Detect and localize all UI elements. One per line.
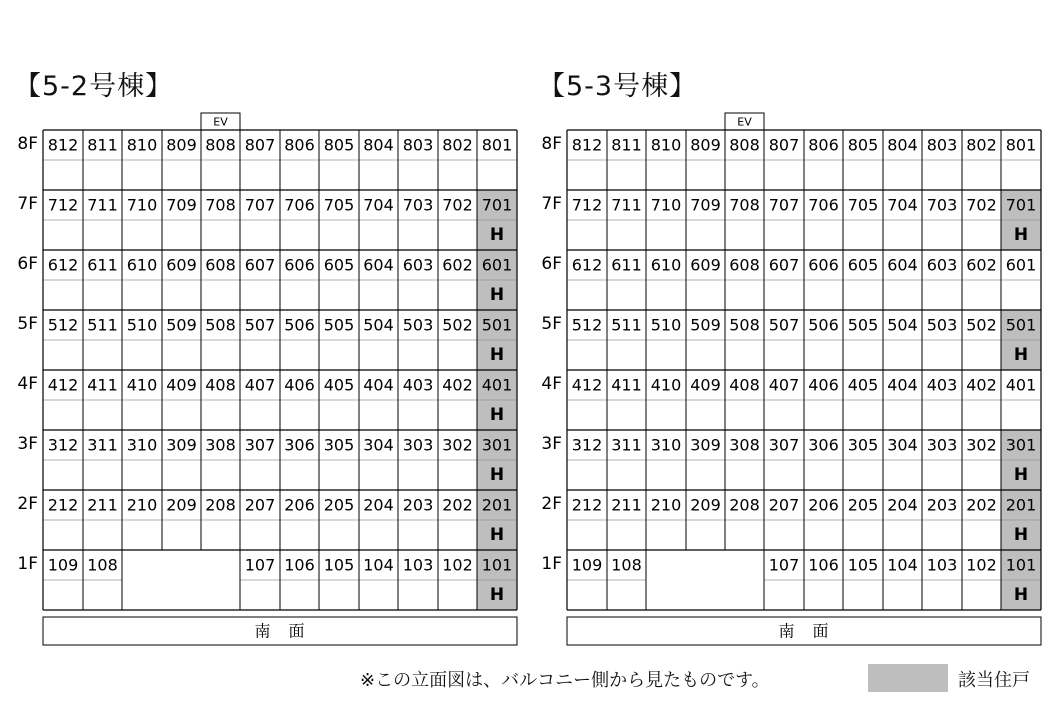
- floor-label: 1F: [17, 554, 38, 574]
- unit-number: 605: [323, 255, 355, 275]
- unit-number: 609: [690, 255, 721, 275]
- unit-number: 411: [611, 375, 642, 395]
- unit-number: 509: [166, 315, 197, 335]
- unit-number: 106: [284, 555, 315, 575]
- unit-number: 803: [402, 135, 434, 155]
- unit-number: 512: [47, 315, 79, 335]
- unit-number: 307: [244, 435, 276, 455]
- unit-number: 507: [244, 315, 276, 335]
- unit-number: 702: [442, 195, 473, 215]
- unit-number: 412: [571, 375, 603, 395]
- floor-label: 4F: [17, 374, 38, 394]
- unit-number: 306: [284, 435, 315, 455]
- unit-number: 404: [363, 375, 394, 395]
- unit-number: 205: [847, 495, 879, 515]
- unit-number: 312: [571, 435, 603, 455]
- unit-number: 104: [363, 555, 394, 575]
- highlight-mark: H: [489, 585, 505, 605]
- unit-number: 604: [887, 255, 918, 275]
- unit-number: 603: [402, 255, 434, 275]
- unit-number: 710: [650, 195, 682, 215]
- unit-number: 606: [808, 255, 839, 275]
- unit-number: 511: [87, 315, 118, 335]
- unit-number: 106: [808, 555, 839, 575]
- unit-number: 805: [847, 135, 879, 155]
- unit-number: 608: [729, 255, 760, 275]
- building-title-5-3: 【5-3号棟】: [538, 71, 698, 102]
- unit-number: 702: [966, 195, 997, 215]
- unit-number: 605: [847, 255, 879, 275]
- unit-number: 109: [571, 555, 603, 575]
- unit-number: 701: [481, 195, 513, 215]
- unit-number: 610: [126, 255, 158, 275]
- unit-number: 504: [887, 315, 918, 335]
- unit-number: 807: [768, 135, 800, 155]
- floor-label: 7F: [17, 194, 38, 214]
- unit-number: 101: [481, 555, 513, 575]
- unit-number: 510: [126, 315, 158, 335]
- unit-number: 803: [926, 135, 958, 155]
- unit-number: 209: [166, 495, 197, 515]
- unit-number: 103: [402, 555, 434, 575]
- unit-number: 812: [571, 135, 603, 155]
- unit-number: 704: [363, 195, 394, 215]
- unit-number: 602: [442, 255, 473, 275]
- unit-number: 406: [808, 375, 839, 395]
- unit-number: 408: [729, 375, 760, 395]
- unit-number: 709: [166, 195, 197, 215]
- unit-number: 508: [729, 315, 760, 335]
- unit-number: 205: [323, 495, 355, 515]
- unit-number: 310: [650, 435, 682, 455]
- floor-label: 5F: [541, 314, 562, 334]
- unit-number: 105: [847, 555, 879, 575]
- unit-number: 509: [690, 315, 721, 335]
- unit-number: 202: [442, 495, 473, 515]
- south-label: 南 面: [254, 621, 306, 641]
- unit-number: 501: [1005, 315, 1037, 335]
- unit-number: 203: [926, 495, 958, 515]
- unit-number: 503: [402, 315, 434, 335]
- unit-number: 403: [926, 375, 958, 395]
- floor-label: 7F: [541, 194, 562, 214]
- highlight-mark: H: [489, 525, 505, 545]
- unit-number: 407: [244, 375, 276, 395]
- unit-number: 108: [611, 555, 642, 575]
- unit-number: 810: [126, 135, 158, 155]
- unit-number: 808: [729, 135, 760, 155]
- ev-label: EV: [737, 115, 752, 129]
- unit-number: 304: [363, 435, 394, 455]
- unit-number: 712: [571, 195, 603, 215]
- highlight-mark: H: [1013, 225, 1029, 245]
- unit-number: 703: [926, 195, 958, 215]
- unit-number: 611: [87, 255, 118, 275]
- unit-number: 412: [47, 375, 79, 395]
- unit-number: 711: [87, 195, 118, 215]
- unit-number: 308: [205, 435, 236, 455]
- floor-label: 8F: [541, 134, 562, 154]
- unit-number: 202: [966, 495, 997, 515]
- floor-label: 3F: [17, 434, 38, 454]
- unit-number: 510: [650, 315, 682, 335]
- unit-number: 602: [966, 255, 997, 275]
- unit-number: 309: [166, 435, 197, 455]
- unit-number: 802: [966, 135, 997, 155]
- unit-number: 810: [650, 135, 682, 155]
- unit-number: 807: [244, 135, 276, 155]
- unit-number: 505: [323, 315, 355, 335]
- unit-number: 207: [244, 495, 276, 515]
- unit-number: 512: [571, 315, 603, 335]
- unit-number: 610: [650, 255, 682, 275]
- highlight-mark: H: [489, 225, 505, 245]
- unit-number: 203: [402, 495, 434, 515]
- unit-number: 206: [284, 495, 315, 515]
- unit-number: 201: [481, 495, 513, 515]
- unit-number: 405: [323, 375, 355, 395]
- unit-number: 211: [87, 495, 118, 515]
- unit-number: 705: [323, 195, 355, 215]
- highlight-mark: H: [489, 405, 505, 425]
- floor-label: 8F: [17, 134, 38, 154]
- unit-number: 710: [126, 195, 158, 215]
- unit-number: 601: [481, 255, 513, 275]
- unit-number: 101: [1005, 555, 1037, 575]
- unit-number: 303: [402, 435, 434, 455]
- unit-number: 804: [363, 135, 394, 155]
- unit-number: 309: [690, 435, 721, 455]
- unit-number: 306: [808, 435, 839, 455]
- unit-number: 812: [47, 135, 79, 155]
- highlight-mark: H: [489, 345, 505, 365]
- unit-number: 506: [808, 315, 839, 335]
- unit-number: 808: [205, 135, 236, 155]
- unit-number: 401: [481, 375, 513, 395]
- unit-number: 809: [690, 135, 721, 155]
- unit-number: 210: [650, 495, 682, 515]
- unit-number: 107: [244, 555, 276, 575]
- unit-number: 102: [442, 555, 473, 575]
- unit-number: 411: [87, 375, 118, 395]
- unit-number: 103: [926, 555, 958, 575]
- unit-number: 210: [126, 495, 158, 515]
- unit-number: 804: [887, 135, 918, 155]
- unit-number: 511: [611, 315, 642, 335]
- unit-number: 404: [887, 375, 918, 395]
- unit-number: 108: [87, 555, 118, 575]
- unit-number: 701: [1005, 195, 1037, 215]
- floor-label: 6F: [17, 254, 38, 274]
- unit-number: 611: [611, 255, 642, 275]
- floor-label: 2F: [541, 494, 562, 514]
- unit-number: 504: [363, 315, 394, 335]
- unit-number: 201: [1005, 495, 1037, 515]
- unit-number: 302: [442, 435, 473, 455]
- unit-number: 608: [205, 255, 236, 275]
- highlight-mark: H: [1013, 345, 1029, 365]
- unit-number: 609: [166, 255, 197, 275]
- unit-number: 708: [205, 195, 236, 215]
- unit-number: 312: [47, 435, 79, 455]
- unit-number: 502: [442, 315, 473, 335]
- unit-number: 402: [966, 375, 997, 395]
- unit-number: 507: [768, 315, 800, 335]
- unit-number: 311: [611, 435, 642, 455]
- unit-number: 811: [611, 135, 642, 155]
- highlight-mark: H: [1013, 525, 1029, 545]
- unit-number: 707: [768, 195, 800, 215]
- unit-number: 708: [729, 195, 760, 215]
- unit-number: 102: [966, 555, 997, 575]
- unit-number: 802: [442, 135, 473, 155]
- unit-number: 307: [768, 435, 800, 455]
- unit-number: 811: [87, 135, 118, 155]
- unit-number: 601: [1005, 255, 1037, 275]
- floor-label: 3F: [541, 434, 562, 454]
- unit-number: 402: [442, 375, 473, 395]
- unit-number: 709: [690, 195, 721, 215]
- unit-number: 705: [847, 195, 879, 215]
- unit-number: 407: [768, 375, 800, 395]
- unit-number: 501: [481, 315, 513, 335]
- unit-number: 204: [363, 495, 394, 515]
- highlight-mark: H: [489, 285, 505, 305]
- unit-number: 603: [926, 255, 958, 275]
- floor-label: 2F: [17, 494, 38, 514]
- unit-number: 208: [205, 495, 236, 515]
- unit-number: 801: [1005, 135, 1037, 155]
- unit-number: 105: [323, 555, 355, 575]
- floor-label: 1F: [541, 554, 562, 574]
- unit-number: 212: [47, 495, 79, 515]
- unit-number: 607: [768, 255, 800, 275]
- unit-number: 405: [847, 375, 879, 395]
- unit-number: 204: [887, 495, 918, 515]
- unit-number: 301: [1005, 435, 1037, 455]
- highlight-mark: H: [489, 465, 505, 485]
- south-label: 南 面: [778, 621, 830, 641]
- ev-label: EV: [213, 115, 228, 129]
- unit-number: 104: [887, 555, 918, 575]
- unit-number: 206: [808, 495, 839, 515]
- legend-label: 該当住戸: [958, 670, 1030, 691]
- unit-number: 805: [323, 135, 355, 155]
- highlight-mark: H: [1013, 465, 1029, 485]
- floor-label: 5F: [17, 314, 38, 334]
- floor-label: 6F: [541, 254, 562, 274]
- unit-number: 212: [571, 495, 603, 515]
- unit-number: 303: [926, 435, 958, 455]
- unit-number: 503: [926, 315, 958, 335]
- unit-number: 207: [768, 495, 800, 515]
- unit-number: 806: [284, 135, 315, 155]
- unit-number: 310: [126, 435, 158, 455]
- unit-number: 403: [402, 375, 434, 395]
- highlight-mark: H: [1013, 585, 1029, 605]
- unit-number: 706: [808, 195, 839, 215]
- unit-number: 704: [887, 195, 918, 215]
- unit-number: 806: [808, 135, 839, 155]
- unit-number: 409: [166, 375, 197, 395]
- unit-number: 410: [126, 375, 158, 395]
- unit-number: 505: [847, 315, 879, 335]
- unit-number: 408: [205, 375, 236, 395]
- unit-number: 607: [244, 255, 276, 275]
- unit-number: 302: [966, 435, 997, 455]
- unit-number: 712: [47, 195, 79, 215]
- unit-number: 301: [481, 435, 513, 455]
- unit-number: 502: [966, 315, 997, 335]
- unit-number: 506: [284, 315, 315, 335]
- unit-number: 308: [729, 435, 760, 455]
- building-title-5-2: 【5-2号棟】: [14, 71, 174, 102]
- elevation-note: ※この立面図は、バルコニー側から見たものです。: [360, 670, 770, 691]
- unit-number: 305: [323, 435, 355, 455]
- unit-number: 401: [1005, 375, 1037, 395]
- unit-number: 707: [244, 195, 276, 215]
- unit-number: 703: [402, 195, 434, 215]
- unit-number: 304: [887, 435, 918, 455]
- floor-label: 4F: [541, 374, 562, 394]
- legend-swatch: [868, 664, 948, 692]
- unit-number: 612: [571, 255, 603, 275]
- unit-number: 409: [690, 375, 721, 395]
- unit-number: 706: [284, 195, 315, 215]
- unit-number: 612: [47, 255, 79, 275]
- unit-number: 604: [363, 255, 394, 275]
- unit-number: 410: [650, 375, 682, 395]
- unit-number: 305: [847, 435, 879, 455]
- unit-number: 801: [481, 135, 513, 155]
- unit-number: 211: [611, 495, 642, 515]
- unit-number: 508: [205, 315, 236, 335]
- unit-number: 109: [47, 555, 79, 575]
- unit-number: 209: [690, 495, 721, 515]
- unit-number: 606: [284, 255, 315, 275]
- unit-number: 208: [729, 495, 760, 515]
- unit-number: 107: [768, 555, 800, 575]
- unit-number: 711: [611, 195, 642, 215]
- unit-number: 406: [284, 375, 315, 395]
- unit-number: 809: [166, 135, 197, 155]
- unit-number: 311: [87, 435, 118, 455]
